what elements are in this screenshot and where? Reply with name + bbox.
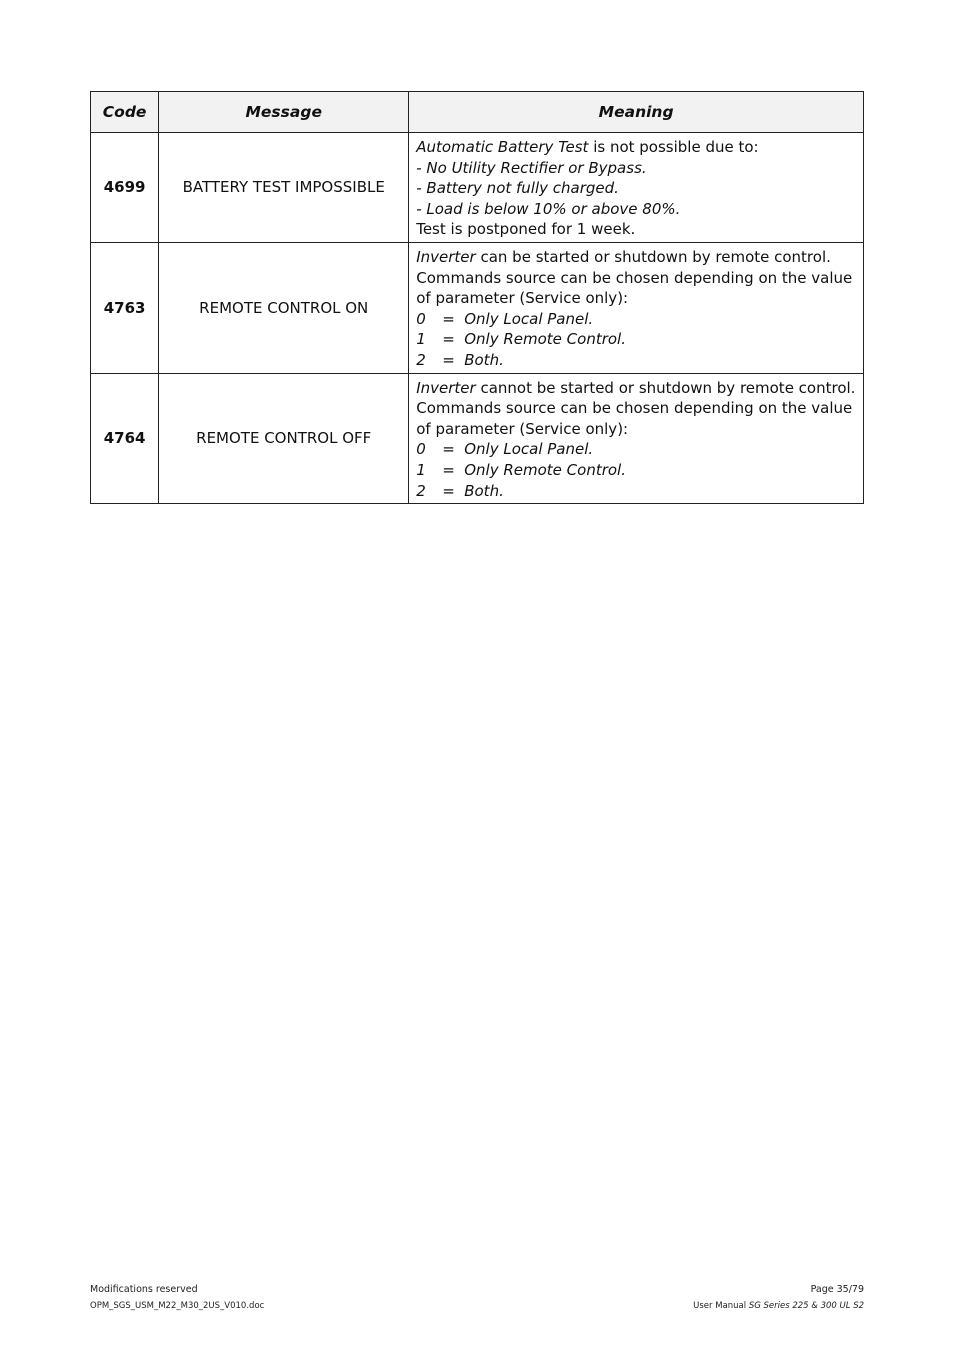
meaning-line: of parameter (Service only): xyxy=(416,419,629,438)
option-equals: = xyxy=(442,440,455,459)
row-meaning xyxy=(409,373,864,504)
meaning-outro: Test is postponed for 1 week. xyxy=(416,220,636,239)
meaning-intro xyxy=(416,378,857,399)
meaning-option xyxy=(416,309,857,330)
meaning-bullet: - No Utility Rectifier or Bypass. xyxy=(416,158,647,177)
meaning-intro xyxy=(416,247,857,268)
footer-page-number: Page 35/79 xyxy=(810,1284,864,1295)
meaning-line: Commands source can be chosen depending on the value xyxy=(416,268,853,287)
option-number: 0 xyxy=(416,309,426,328)
option-text: Only Remote Control. xyxy=(464,330,626,349)
meaning-line: Commands source can be chosen depending on the value xyxy=(416,399,853,418)
header-code: Code xyxy=(91,92,159,133)
option-equals: = xyxy=(442,460,455,479)
meaning-option xyxy=(416,350,857,371)
meaning-bullet: - Battery not fully charged. xyxy=(416,179,619,198)
meaning-option xyxy=(416,481,857,502)
option-number: 1 xyxy=(416,460,426,479)
table-header-row xyxy=(91,92,864,133)
row-message: BATTERY TEST IMPOSSIBLE xyxy=(159,133,409,243)
option-number: 2 xyxy=(416,350,426,369)
row-message: REMOTE CONTROL OFF xyxy=(159,373,409,504)
meaning-intro-italic: Inverter xyxy=(416,378,476,397)
row-message: REMOTE CONTROL ON xyxy=(159,242,409,373)
table-row xyxy=(91,373,864,504)
option-number: 2 xyxy=(416,481,426,500)
option-equals: = xyxy=(442,481,455,500)
meaning-intro-rest: can be started or shutdown by remote control. xyxy=(475,247,831,266)
meaning-line: of parameter (Service only): xyxy=(416,289,629,308)
option-text: Both. xyxy=(464,481,504,500)
row-code: 4764 xyxy=(91,373,159,504)
row-code: 4699 xyxy=(91,133,159,243)
option-text: Both. xyxy=(464,350,504,369)
footer-manual-series: SG Series 225 & 300 UL S2 xyxy=(748,1301,864,1311)
meaning-option xyxy=(416,439,857,460)
option-equals: = xyxy=(442,309,455,328)
option-text: Only Remote Control. xyxy=(464,460,626,479)
meaning-intro-rest: cannot be started or shutdown by remote control. xyxy=(475,378,856,397)
option-text: Only Local Panel. xyxy=(464,440,594,459)
meaning-option xyxy=(416,460,857,481)
meaning-intro-italic: Automatic Battery Test xyxy=(416,138,589,156)
meaning-intro-rest: is not possible due to: xyxy=(588,138,759,156)
table-row xyxy=(91,242,864,373)
header-meaning: Meaning xyxy=(409,92,864,133)
option-text: Only Local Panel. xyxy=(464,309,594,328)
row-meaning xyxy=(409,242,864,373)
footer-manual-title xyxy=(693,1301,864,1311)
option-equals: = xyxy=(442,350,455,369)
option-number: 1 xyxy=(416,330,426,349)
footer-modifications: Modifications reserved xyxy=(90,1284,198,1295)
meaning-bullet: - Load is below 10% or above 80%. xyxy=(416,199,681,218)
option-number: 0 xyxy=(416,440,426,459)
meaning-intro-italic: Inverter xyxy=(416,247,476,266)
meaning-intro xyxy=(416,137,857,158)
table-row xyxy=(91,133,864,243)
row-meaning xyxy=(409,133,864,243)
option-equals: = xyxy=(442,330,455,349)
alarm-code-table xyxy=(90,91,864,504)
footer-manual-prefix: User Manual xyxy=(693,1301,749,1311)
row-code: 4763 xyxy=(91,242,159,373)
footer-filename: OPM_SGS_USM_M22_M30_2US_V010.doc xyxy=(90,1301,265,1311)
meaning-option xyxy=(416,329,857,350)
header-message: Message xyxy=(159,92,409,133)
